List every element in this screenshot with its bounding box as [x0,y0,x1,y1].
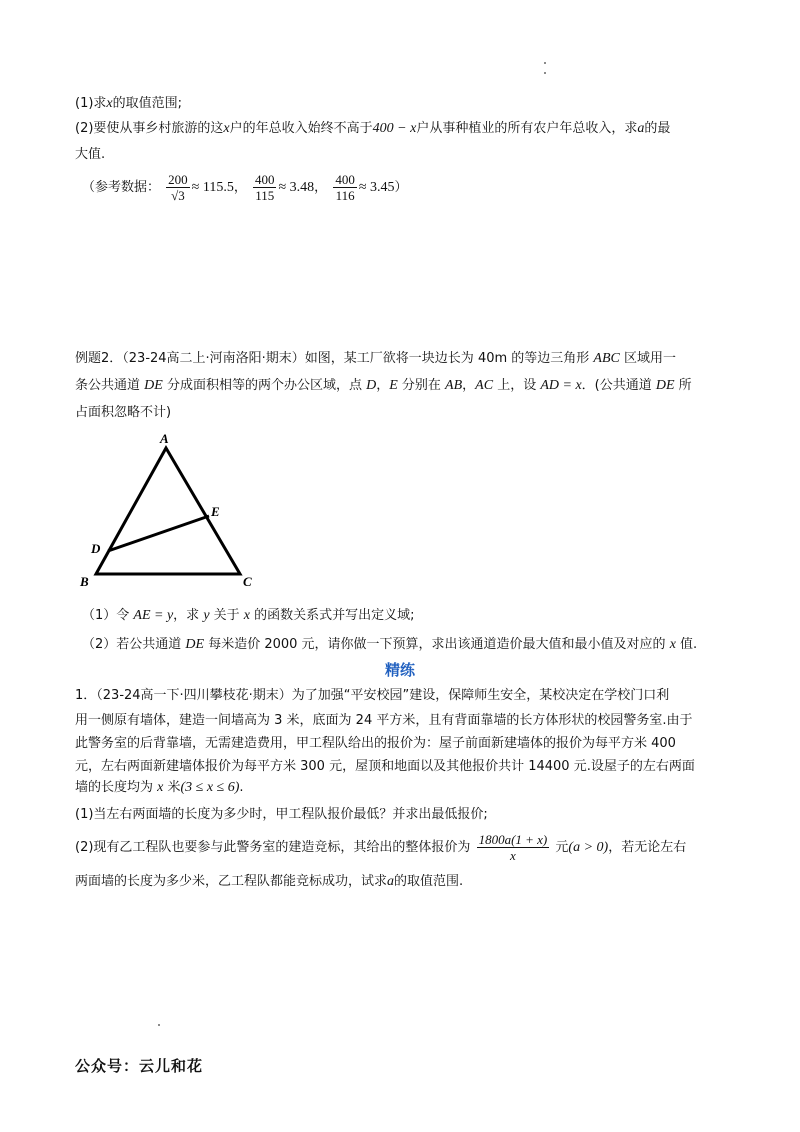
numerator: 200 [168,172,188,187]
stray-dot [544,62,546,64]
text: 条公共通道 [75,378,145,393]
problem1-q2 [75,119,670,139]
denominator: 116 [335,188,355,203]
math-expr: 400 − x [372,121,417,136]
exercise1-line4: 元，左右两面新建墙体报价为每平方米 300 元，屋顶和地面以及其他报价共计 14400 元.设屋子的左右两面 [75,759,695,774]
text: 值. [675,637,698,652]
text: 所 [674,378,692,393]
text: 户的年总收入始终不高于 [229,121,373,136]
label-c: C [243,574,252,589]
text: 米 [163,780,181,795]
math-var: a [387,874,395,889]
text: ， [233,180,247,195]
text: 元 [551,840,569,855]
math-expr: AD = x [540,378,582,393]
fraction [253,172,277,203]
stray-dot [158,1024,160,1026]
fraction [477,832,550,863]
text: 两面墙的长度为多少米，乙工程队都能竞标成功，试求 [75,874,388,889]
text: 分成面积相等的两个办公区域，点 [162,378,367,393]
fraction [333,172,357,203]
text: 户从事种植业的所有农户年总收入，求 [416,121,638,136]
denominator: √3 [171,188,185,203]
numerator: 400 [254,172,275,187]
approx-value: ≈ 115.5 [191,180,234,195]
exercise1-line2: 用一侧原有墙体，建造一间墙高为 3 米，底面为 24 平方米，且有背面靠墙的长方体形状的校园警务室.由于 [75,713,693,728]
exercise1-line1: 1．（23-24高一下·四川攀枝花·期末）为了加强“平安校园”建设，保障师生安全，某校决定在学校门口利 [75,688,670,703]
math-var: AC [475,378,494,393]
text: ， [462,378,476,393]
math-var: E [389,378,398,393]
text: 大值. [75,147,106,162]
approx-value: ≈ 3.45 [358,180,395,195]
math-var: DE [144,378,163,393]
math-var: x [106,96,113,111]
denominator: x [510,848,516,863]
math-var: x [157,780,164,795]
text: 例题2．（23-24高二上·河南洛阳·期末）如图，某工厂欲将一块边长为 40m 的等边三角形 [75,351,594,366]
text: (1)求 [75,96,107,111]
problem1-q2-cont [75,145,105,165]
math-expr: (3 ≤ x ≤ 6) [180,780,240,795]
exercise1-line5 [75,778,244,798]
text: （参考数据： [82,180,161,195]
text: ， [314,180,328,195]
text: (2)现有乙工程队也要参与此警务室的建造竞标，其给出的整体报价为 [75,840,475,855]
text: （2）若公共通道 [82,637,186,652]
footer-account: 公众号：云儿和花 [75,1057,204,1075]
math-var: x [223,121,230,136]
exercise1-line3: 此警务室的后背靠墙，无需建造费用，甲工程队给出的报价为：屋子前面新建墙体的报价为每平方米 400 [75,736,676,751]
label-b: B [80,574,89,589]
math-var: AB [445,378,463,393]
text: 区域用一 [619,351,677,366]
problem1-q1 [75,94,182,114]
triangle-figure [78,428,268,593]
label-a: A [160,431,169,446]
text: ，求 [173,608,204,623]
text: 的最 [644,121,671,136]
exercise1-q1: (1)当左右两面墙的长度为多少时，甲工程队报价最低？并求出最低报价; [75,807,488,822]
math-expr: (a > 0) [568,840,609,855]
example2-line2 [75,376,692,396]
math-var: DE [655,378,675,393]
text: 的函数关系式并写出定义域; [250,608,415,623]
math-var: x [243,608,251,623]
math-var: DE [185,637,205,652]
text: ， [376,378,390,393]
text: . [239,780,244,795]
math-var: ABC [593,351,620,366]
math-var: a [637,121,645,136]
text: (2)要使从事乡村旅游的这 [75,121,224,136]
math-var: D [366,378,377,393]
example2-line3 [75,403,171,423]
text: 墙的长度均为 [75,780,158,795]
numerator: 400 [335,172,355,187]
reference-data [82,170,408,206]
text: ．(公共通道 [581,378,656,393]
text: 关于 [209,608,244,623]
segment-de [108,516,209,551]
text: 占面积忽略不计) [75,405,172,420]
text: ） [394,180,408,195]
stray-dot [544,72,546,74]
example2-q1 [82,606,415,626]
section-title: 精练 [384,661,415,679]
math-var: y [203,608,210,623]
approx-value: ≈ 3.48 [278,180,315,195]
text: 每米造价 2000 元，请你做一下预算，求出该通道造价最大值和最小值及对应的 [204,637,670,652]
text: 分别在 [397,378,446,393]
exercise1-q2-cont [75,872,463,892]
denominator: 115 [255,188,275,203]
math-var: x [669,637,676,652]
math-expr: AE = y [133,608,174,623]
example2-q2 [82,635,697,655]
text: 的取值范围; [112,96,183,111]
text: （1）令 [82,608,134,623]
numerator: 1800a(1 + x) [478,832,548,847]
text: 的取值范围. [394,874,464,889]
exercise1-q2 [75,829,686,867]
fraction [166,172,190,203]
text: ，若无论左右 [608,840,687,855]
text: 上，设 [493,378,541,393]
label-d: D [91,541,101,556]
label-e: E [211,504,220,519]
example2-line1 [75,349,676,369]
